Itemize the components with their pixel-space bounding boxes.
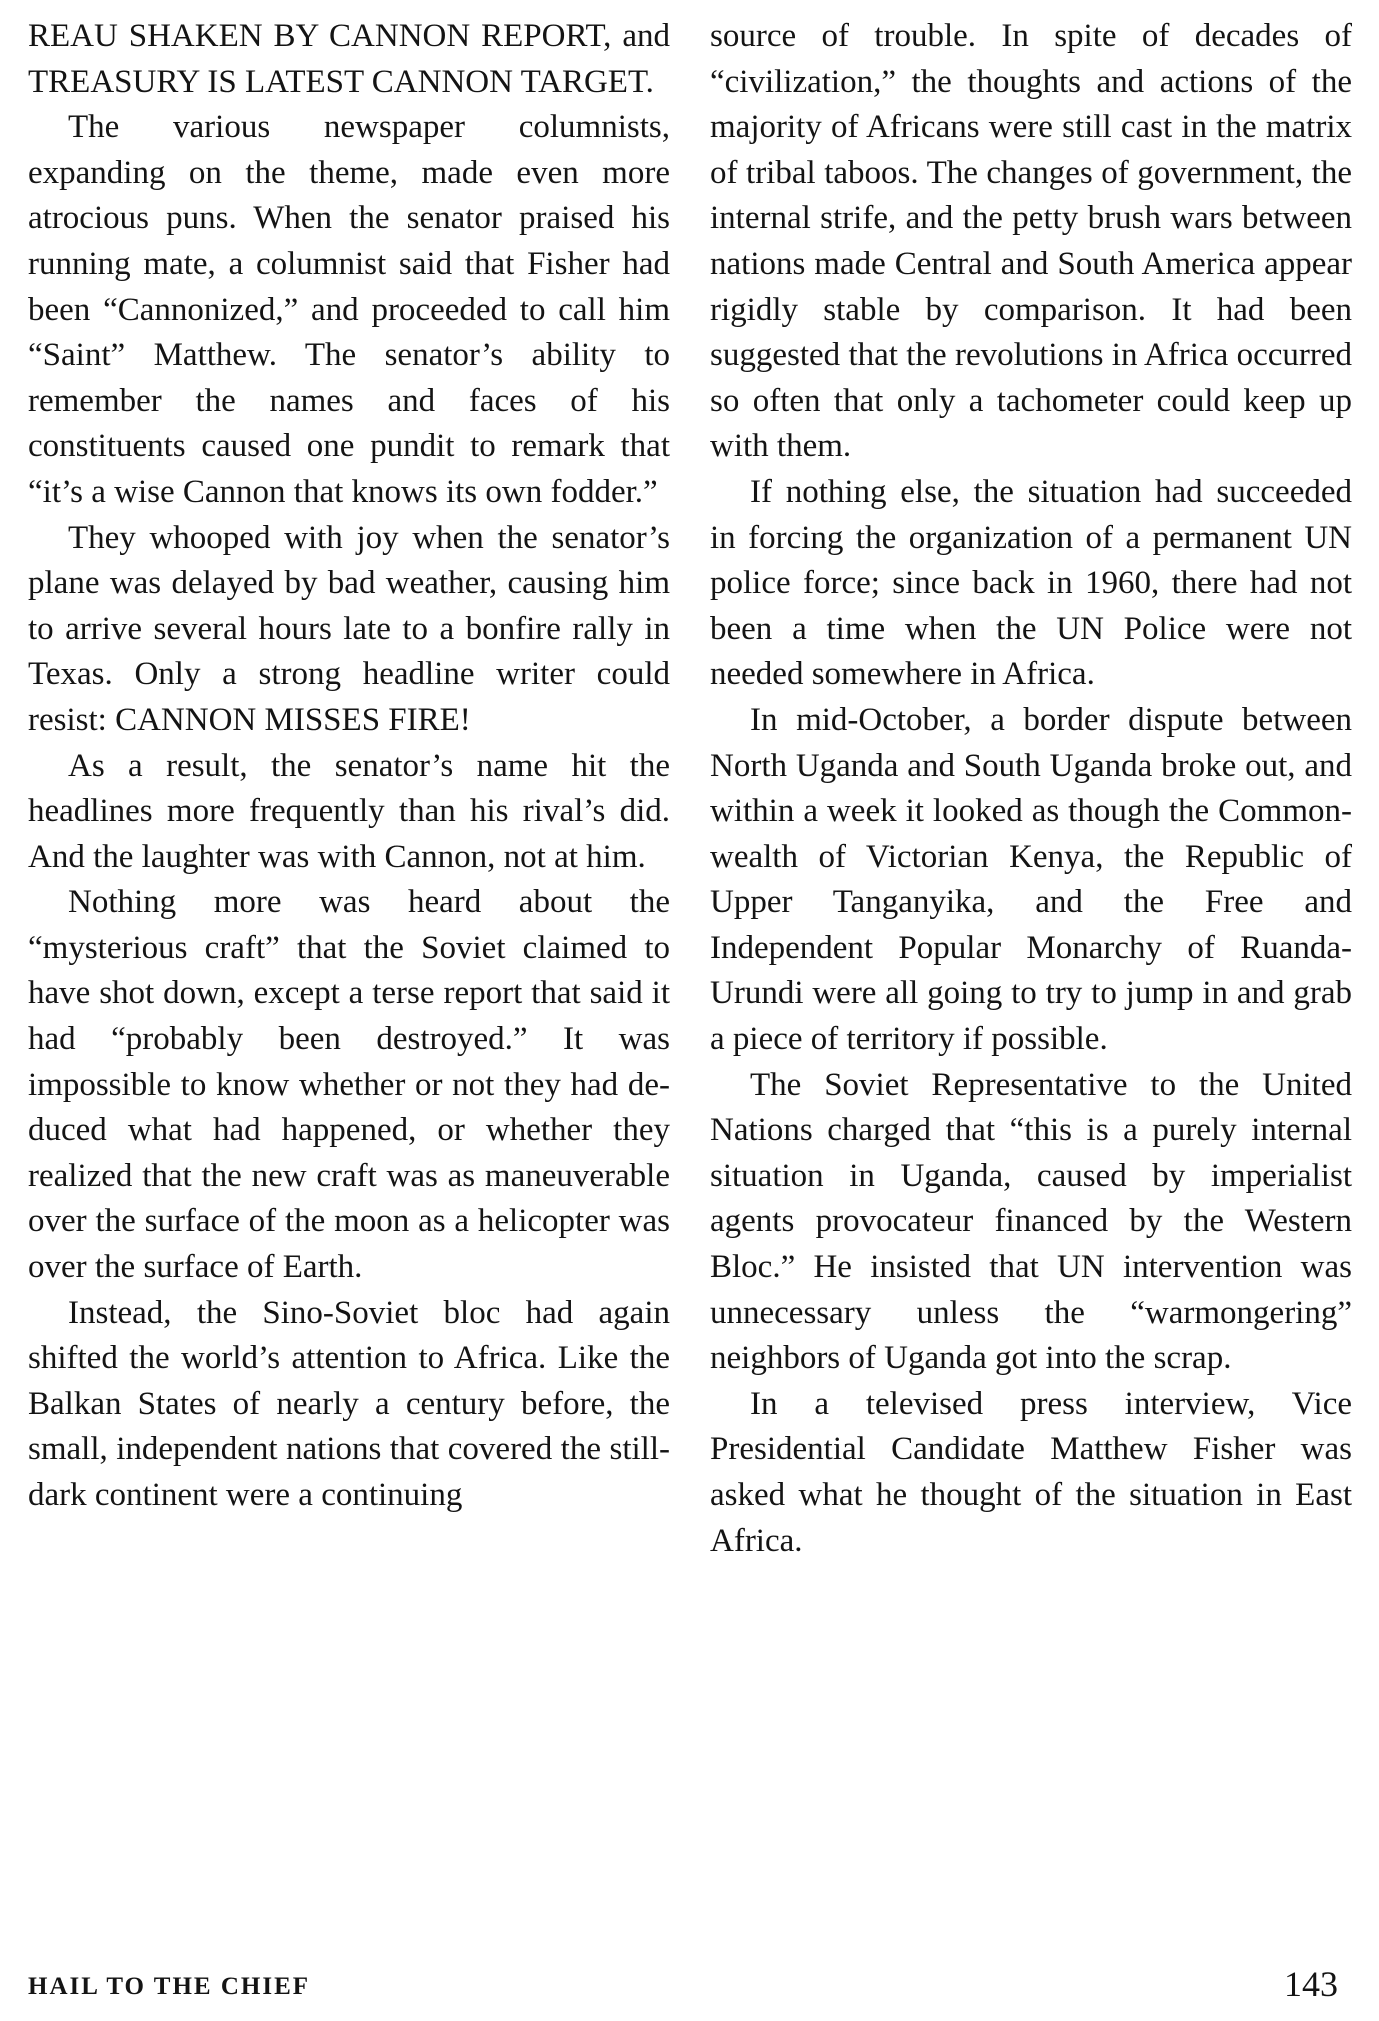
body-paragraph: In mid-October, a border dispute between North Uganda and South Uganda broke out, and within a week it looked as though the Commonwealth of Victorian Kenya, the Republic of Upper Tanganyika, and the Free and Independent Popular Monarchy of Ruanda-Urundi were all going to try to jump in and grab a piece of territory if possible. [710, 701, 1352, 1058]
right-column [710, 14, 1352, 1564]
body-paragraph: Nothing more was heard about the “mysterious craft” that the Soviet claimed to have shot down, except a terse report that said it had “probably been destroyed.” It was impossible to know whether or not they had deduced what had happened, or whether they realized that the new craft was as maneuverable over the surface of the moon as a helicopter was over the surface of Earth. [28, 884, 670, 1286]
body-paragraph: The various newspaper columnists, expanding on the theme, made even more atrocious puns. When the senator praised his running mate, a columnist said that Fisher had been “Cannonized,” and proceeded to call him “Saint” Matthew. The senator’s ability to remember the names and faces of his constituents caused one pundit to remark that “it’s a wise Cannon that knows its own fodder.” [28, 109, 670, 510]
body-paragraph: In a televised press interview, Vice Presidential Candidate Matthew Fisher was asked what he thought of the situation in East Africa. [710, 1385, 1352, 1559]
body-paragraph: If nothing else, the situation had succeeded in forcing the organization of a permanent UN police force; since back in 1960, there had not been a time when the UN Police were not needed somewhere in Africa. [710, 473, 1352, 693]
continued-headline-paragraph: REAU SHAKEN BY CANNON REPORT, and TREASURY IS LATEST CANNON TARGET. [28, 18, 670, 100]
continued-paragraph: source of trouble. In spite of decades of “civilization,” the thoughts and actions of the majority of Africans were still cast in the matrix of tribal taboos. The changes of government, the internal strife, and the petty brush wars between nations made Central and South America appear rigidly stable by comparison. It had been suggested that the revolutions in Africa occurred so often that only a tachometer could keep up with them. [710, 18, 1352, 465]
body-paragraph: The Soviet Representative to the United Nations charged that “this is a purely internal situation in Uganda, caused by imperialist agents provocateur financed by the Western Bloc.” He insisted that UN intervention was unnecessary unless the “warmongering” neighbors of Uganda got into the scrap. [710, 1066, 1352, 1377]
page-number: 143 [1284, 1964, 1338, 2004]
running-head: HAIL TO THE CHIEF [28, 1973, 311, 2000]
body-paragraph: Instead, the Sino-Soviet bloc had again shifted the world’s attention to Africa. Like the Balkan States of nearly a century before, the small, independent nations that covered the still-dark continent were a continuing [28, 1294, 670, 1513]
body-paragraph: As a result, the senator’s name hit the headlines more frequently than his rival’s did. And the laughter was with Cannon, not at him. [28, 747, 670, 875]
body-paragraph: They whooped with joy when the senator’s plane was delayed by bad weather, causing him to arrive several hours late to a bonfire rally in Texas. Only a strong headline writer could resist: CANNON MISSES FIRE! [28, 519, 670, 738]
left-column [28, 14, 670, 1519]
